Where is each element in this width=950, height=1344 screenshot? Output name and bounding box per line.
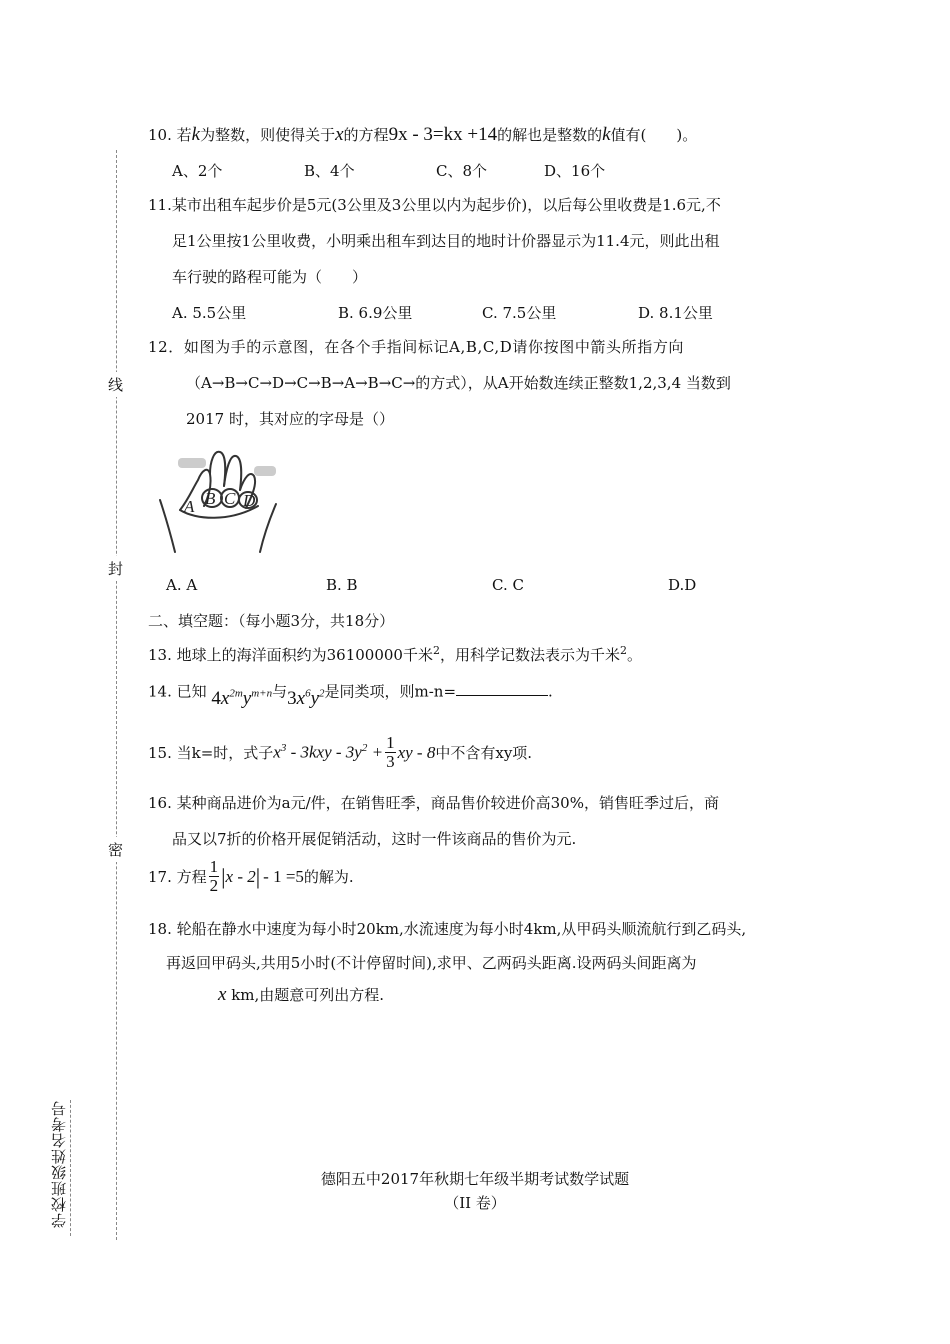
hand-label-d: D [243, 491, 256, 510]
q10-eq-right: kx +14 [443, 124, 498, 145]
q12-line2: （A→B→C→D→C→B→A→B→C→的方式），从A开始数连续正整数1,2,3,4 当数到 [186, 374, 731, 392]
binding-mark-line: 线 [108, 372, 123, 397]
q10-text-pre: 若 [176, 126, 192, 144]
q18-line1: 18. 轮船在静水中速度为每小时20km,水流速度为每小时4km,从甲码头顺流航行到乙码头, [148, 920, 747, 938]
q10-option-b: B、4个 [304, 162, 355, 180]
q13-text-c: 。 [627, 646, 643, 664]
q12-option-b: B. B [326, 576, 358, 594]
q11-option-d: D. 8.1公里 [638, 304, 713, 322]
q10-option-a: A、2个 [172, 162, 223, 180]
section-fill-in-title: 二、填空题：（每小题3分，共18分） [148, 612, 395, 630]
student-info-fields: 学校班级姓名考号 [50, 1100, 68, 1228]
hand-figure [150, 440, 290, 555]
q17-abs-close: | [255, 863, 261, 889]
q14-answer-blank[interactable] [456, 681, 548, 696]
q12-option-d: D.D [668, 576, 697, 594]
q18-line2: 再返回甲码头,共用5小时(不计停留时间),求甲、乙两码头距离.设两码头间距离为 [166, 954, 697, 972]
q11-line1: 11.某市出租车起步价是5元(3公里及3公里以内为起步价)，以后每公里收费是1.6元,不 [148, 196, 721, 214]
hand-label-b: B [205, 489, 216, 508]
q11-option-a: A. 5.5公里 [172, 304, 247, 322]
q10-var-x: x [335, 124, 344, 145]
q14-stem [148, 680, 553, 710]
q10-stem [148, 124, 697, 146]
q18-text: km,由题意可列出方程. [231, 986, 385, 1004]
q14-text-end: . [548, 682, 553, 701]
q17-text-pre: 17. 方程 [148, 868, 207, 886]
q13-stem [148, 644, 642, 665]
q11-option-b: B. 6.9公里 [338, 304, 413, 322]
binding-dashed-line [116, 150, 117, 1240]
q11-line3: 车行驶的路程可能为（ ） [172, 268, 368, 286]
q15-text-post: 中不含有xy项. [435, 744, 533, 762]
q17-stem [148, 858, 354, 895]
q10-option-d: D、16个 [544, 162, 606, 180]
q10-number: 10. [148, 126, 172, 144]
q10-text-mid1: 为整数，则使得关于 [200, 126, 336, 144]
q14-text-mid: 与 [272, 682, 288, 701]
q11-option-c: C. 7.5公里 [482, 304, 557, 322]
exam-volume: （II 卷） [444, 1194, 506, 1212]
q10-text-mid3: 的解也是整数的 [497, 126, 603, 144]
hand-label-c: C [224, 489, 236, 508]
q16-line1: 16. 某种商品进价为a元/件，在销售旺季，商品售价较进价高30%，销售旺季过后，商 [148, 794, 719, 812]
q10-option-c: C、8个 [436, 162, 488, 180]
q10-var-k: k [191, 124, 201, 145]
q13-sup2: 2 [620, 644, 627, 657]
binding-mark-seal: 封 [108, 556, 123, 581]
q10-eq-left: 9x - 3 [388, 124, 433, 145]
q14-text-post: 是同类项，则m-n= [324, 682, 457, 701]
q18-var-x: x [218, 984, 227, 1005]
q10-text-mid2: 的方程 [343, 126, 389, 144]
q12-line1: 12．如图为手的示意图，在各个手指间标记A,B,C,D请你按图中箭头所指方向 [148, 338, 685, 356]
q17-inner: x - 2 [225, 866, 256, 886]
q14-term2: $3x^6y^2$ [287, 688, 325, 710]
hand-label-a: A [184, 497, 195, 516]
q13-sup1: 2 [432, 644, 440, 657]
q17-abs-open: | [221, 863, 226, 889]
q17-fraction: $\frac{1}{2}$ [209, 857, 219, 895]
q12-option-a: A. A [166, 576, 198, 594]
q11-line2: 足1公里按1公里收费，小明乘出租车到达目的地时计价器显示为11.4元，则此出租 [172, 232, 720, 250]
q15-stem [148, 734, 532, 771]
q12-line3: 2017 时，其对应的字母是（） [186, 410, 394, 428]
q15-fraction: $\frac{1}{3}$ [386, 733, 395, 771]
q16-line2: 品又以7折的价格开展促销活动，这时一件该商品的售价为元. [172, 830, 577, 848]
q18-line3 [218, 984, 384, 1006]
binding-mark-secret: 密 [108, 837, 123, 862]
q10-eq-sign: = [432, 124, 444, 145]
q15-expr-tail: xy - 8 [397, 742, 436, 762]
q10-var-k2: k [602, 124, 611, 145]
q15-text-pre: 15. 当k=时，式子 [148, 744, 274, 762]
q14-term1: $4x^{2m}y^{m+n}$ [211, 688, 273, 710]
q15-expr: $x^3 - 3kxy - 3y^2$ + [273, 742, 384, 762]
exam-title: 德阳五中2017年秋期七年级半期考试数学试题 [320, 1170, 630, 1188]
q13-text-b: ，用科学记数法表示为千米 [439, 646, 620, 664]
q17-rest: - 1 =5 [263, 866, 304, 886]
q17-text-post: 的解为. [303, 868, 354, 886]
q14-text-pre: 14. 已知 [148, 682, 207, 701]
q10-text-tail: 值有( )。 [610, 126, 698, 144]
q12-option-c: C. C [492, 576, 524, 594]
q13-text-a: 13. 地球上的海洋面积约为36100000千米 [148, 646, 433, 664]
